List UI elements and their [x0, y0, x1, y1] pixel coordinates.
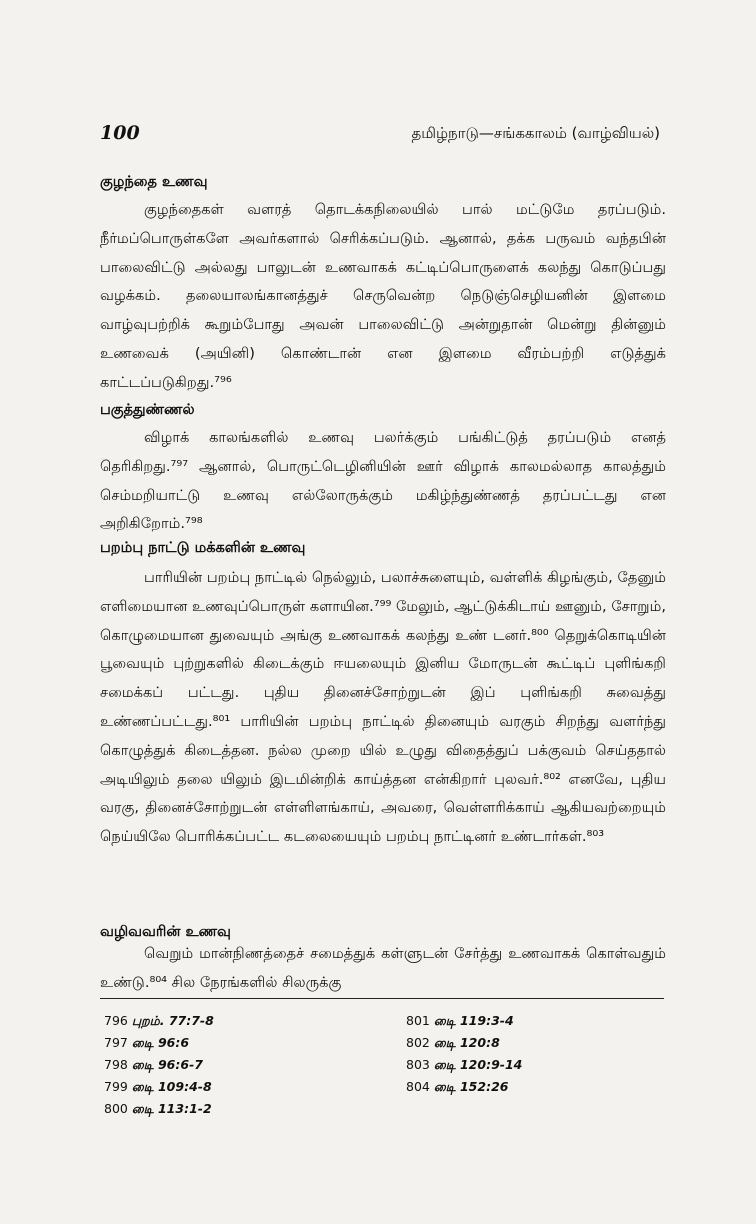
footnote: 798 டிை 96:6-7: [104, 1057, 203, 1072]
paragraph-sharing-food: விழாக் காலங்களில் உணவு பலர்க்கும் பங்கிட்டுத் தரப்படும் எனத் தெரிகிறது.⁷⁹⁷ ஆனால், பொருட்டெழினியின் ஊர் விழாக் காலமல்லாத காலத்தும் செம்மறியாட்டு உணவு எல்லோருக்கும் மகிழ்ந்துண்ணத் தரப்பட்டது என அறிகிறோம்.⁷⁹⁸: [100, 429, 666, 533]
footnotes-left-column: [104, 1010, 384, 1120]
footnote: 801 டிை 119:3-4: [406, 1013, 514, 1028]
footnote: 800 டிை 113:1-2: [104, 1101, 212, 1116]
paragraph-parambu-food: பாரியின் பறம்பு நாட்டில் நெல்லும், பலாச்சுளையும், வள்ளிக் கிழங்கும், தேனும் எளிமையான உணவுப்பொருள் களாயின.⁷⁹⁹ மேலும், ஆட்டுக்கிடாய் ஊனும், சோறும், கொழுமையான துவையும் அங்கு உணவாகக் கலந்து உண் டனர்.⁸⁰⁰ தெறுக்கொடியின் பூவையும் புற்றுகளில் கிடைக்கும் ஈயலையும் இனிய மோருடன் கூட்டிப் புளிங்கறி சமைக்கப் பட்டது. புதிய தினைச்சோற்றுடன் இப் புளிங்கறி சுவைத்து உண்ணப்பட்டது.⁸⁰¹ பாரியின் பறம்பு நாட்டில் தினையும் வரகும் சிறந்து வளர்ந்து கொழுத்துக் கிடைத்தன. நல்ல முறை யில் உழுது விதைத்துப் பக்குவம் செய்ததால் அடியிலும் தலை யிலும் இடமின்றிக் காய்த்தன என்கிறார் புலவர்.⁸⁰² எனவே, புதிய வரகு, தினைச்சோற்றுடன் எள்ளிளங்காய், அவரை, வெள்ளரிக்காய் ஆகியவற்றையும் நெய்யிலே பொரிக்கப்பட்ட கடலையையும் பறம்பு நாட்டினர் உண்டார்கள்.⁸⁰³: [100, 569, 666, 846]
page-header: [100, 122, 660, 150]
page-number: 100: [100, 122, 140, 144]
section-heading-child-food: குழந்தை உணவு: [100, 174, 208, 190]
footnote: 803 டிை 120:9-14: [406, 1057, 523, 1072]
footnote-divider: [100, 998, 664, 999]
section-heading-parambu-food: பறம்பு நாட்டு மக்களின் உணவு: [100, 540, 306, 556]
footnotes-right-column: [406, 1010, 666, 1098]
footnote: 796 புறம். 77:7-8: [104, 1013, 214, 1028]
section-heading-sharing-food: பகுத்துண்ணல்: [100, 402, 195, 418]
paragraph-travellers-food: வெறும் மான்நிணத்தைச் சமைத்துக் கள்ளுடன் சேர்த்து உணவாகக் கொள்வதும் உண்டு.⁸⁰⁴ சில நேரங்களில் சிலருக்கு: [100, 945, 666, 991]
footnote: 797 டிை 96:6: [104, 1035, 190, 1050]
section-heading-travellers-food: வழிவவரின் உணவு: [100, 924, 231, 940]
footnote: 802 டிை 120:8: [406, 1035, 500, 1050]
footnote: 799 டிை 109:4-8: [104, 1079, 212, 1094]
paragraph-child-food: குழந்தைகள் வளரத் தொடக்கநிலையில் பால் மட்டுமே தரப்படும். நீர்மப்பொருள்களே அவர்களால் செரிக்கப்படும். ஆனால், தக்க பருவம் வந்தபின் பாலைவிட்டு அல்லது பாலுடன் உணவாகக் கட்டிப்பொருளைக் கலந்து கொடுப்பது வழக்கம். தலையாலங்கானத்துச் செருவென்ற நெடுஞ்செழியனின் இளமை வாழ்வுபற்றிக் கூறும்போது அவன் பாலைவிட்டு அன்றுதான் மென்று தின்னும் உணவைக் (அயினி) கொண்டான் என இளமை வீரம்பற்றி எடுத்துக் காட்டப்படுகிறது.⁷⁹⁶: [100, 201, 666, 391]
running-head: தமிழ்நாடு—சங்ககாலம் (வாழ்வியல்): [411, 124, 660, 142]
footnote: 804 டிை 152:26: [406, 1079, 509, 1094]
